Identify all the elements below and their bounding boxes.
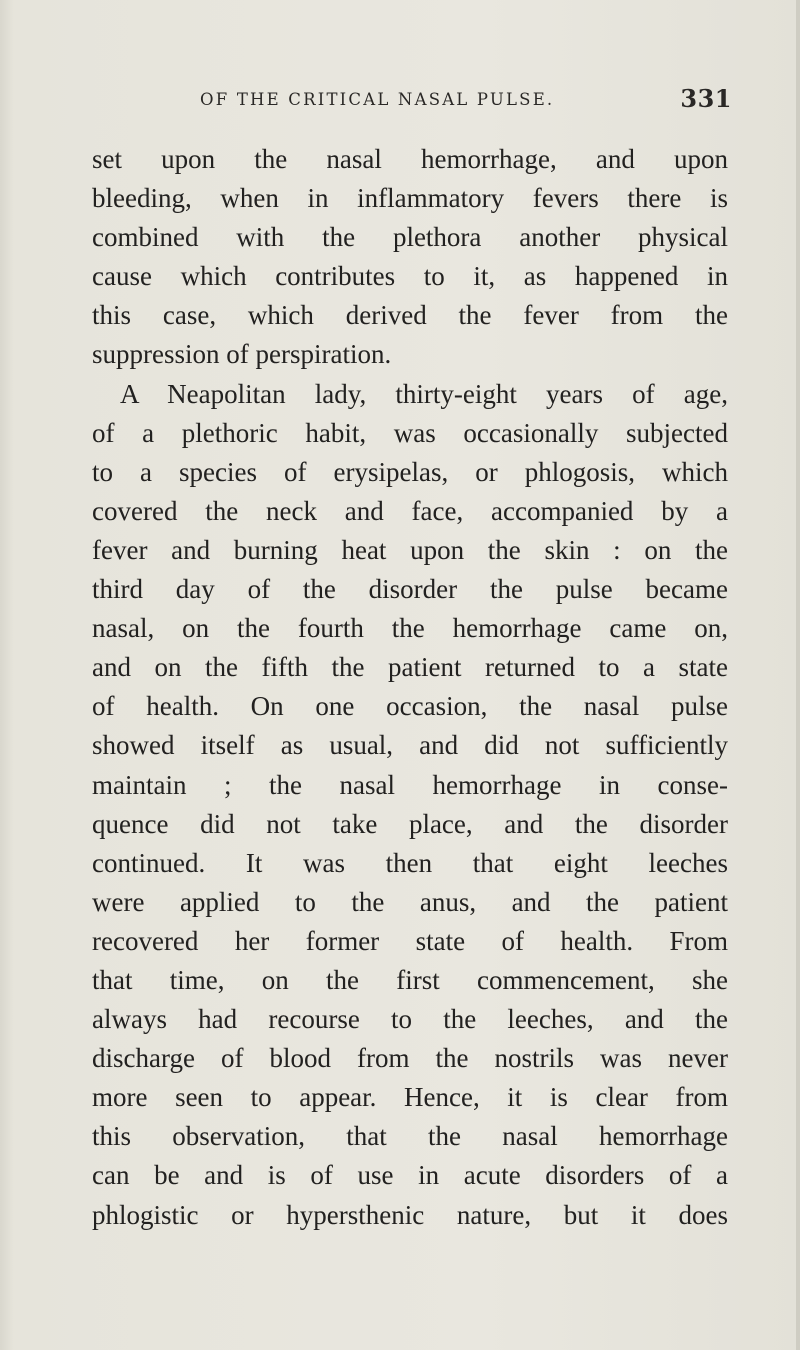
- text-line: that time, on the first commencement, she: [92, 964, 728, 995]
- text-line: showed itself as usual, and did not sufficiently: [92, 730, 728, 761]
- page-number: 331: [680, 84, 732, 113]
- text-line: to a species of erysipelas, or phlogosis, which: [92, 456, 728, 487]
- text-line: can be and is of use in acute disorders of a: [92, 1160, 728, 1191]
- running-title: OF THE CRITICAL NASAL PULSE.: [200, 90, 555, 109]
- text-line: more seen to appear. Hence, it is clear from: [92, 1082, 728, 1113]
- text-line: nasal, on the fourth the hemorrhage came on,: [92, 613, 728, 644]
- text-line: continued. It was then that eight leeches: [92, 847, 728, 878]
- body-text: [92, 140, 728, 1235]
- text-line: covered the neck and face, accompanied by a: [92, 495, 728, 526]
- text-line: and on the fifth the patient returned to a state: [92, 652, 728, 683]
- text-line: set upon the nasal hemorrhage, and upon: [92, 144, 728, 174]
- text-line: combined with the plethora another physical: [92, 222, 728, 253]
- text-line: always had recourse to the leeches, and the: [92, 1004, 728, 1035]
- text-line: fever and burning heat upon the skin : on the: [92, 534, 728, 565]
- running-head: [92, 84, 732, 118]
- text-line: phlogistic or hypersthenic nature, but it does: [92, 1199, 728, 1230]
- text-line: third day of the disorder the pulse became: [92, 574, 728, 605]
- text-line: of health. On one occasion, the nasal pulse: [92, 691, 728, 722]
- text-line: bleeding, when in inflammatory fevers there is: [92, 183, 728, 214]
- text-line: cause which contributes to it, as happened in: [92, 261, 728, 292]
- text-line: discharge of blood from the nostrils was never: [92, 1043, 728, 1074]
- page-edge: [796, 0, 800, 1350]
- text-line: were applied to the anus, and the patient: [92, 886, 728, 917]
- text-line: A Neapolitan lady, thirty-eight years of age,: [120, 378, 728, 409]
- text-line: this case, which derived the fever from the: [92, 300, 728, 331]
- text-line: quence did not take place, and the disorder: [92, 808, 728, 839]
- text-line: recovered her former state of health. From: [92, 925, 728, 956]
- text-line: this observation, that the nasal hemorrhage: [92, 1121, 728, 1152]
- text-line: suppression of perspiration.: [92, 339, 392, 370]
- text-line: of a plethoric habit, was occasionally subjected: [92, 417, 728, 448]
- text-line: maintain ; the nasal hemorrhage in conse-: [92, 769, 728, 800]
